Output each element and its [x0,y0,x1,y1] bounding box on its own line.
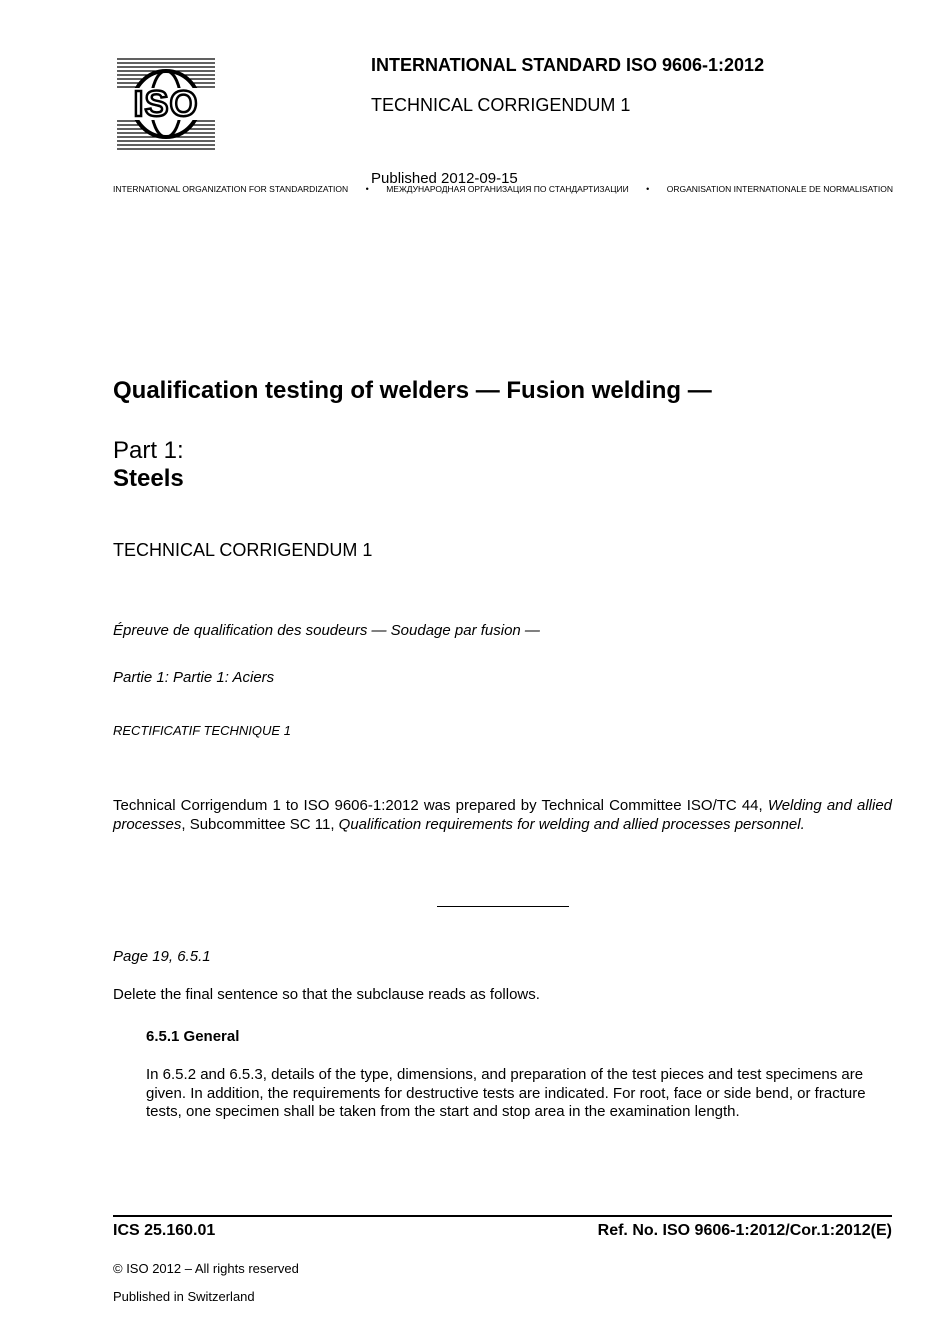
technical-corrigendum-heading: TECHNICAL CORRIGENDUM 1 [113,540,373,560]
org-name-french: ORGANISATION INTERNATIONALE DE NORMALISATION [666,184,893,194]
copyright-notice: © ISO 2012 – All rights reserved [113,1261,299,1276]
page-reference: Page 19, 6.5.1 [113,948,211,965]
intro-subcommittee-name: Qualification requirements for welding and allied processes personnel. [338,815,805,833]
iso-logo-text: ISO [133,83,199,124]
published-date: Published 2012-09-15 [371,171,518,183]
bullet-separator: • [365,184,369,194]
intro-committee-name: Welding and allied processes [113,797,893,833]
ics-code: ICS 25.160.01 [113,1222,216,1239]
organization-line [113,184,893,194]
part-label: Part 1: [113,437,184,464]
org-name-english: INTERNATIONAL ORGANIZATION FOR STANDARDIZATION [113,184,349,194]
document-title: Qualification testing of welders — Fusion welding — [113,377,712,404]
intro-paragraph [113,797,892,834]
intro-text: , Subcommittee SC 11, [181,815,339,833]
intro-text: Technical Corrigendum 1 to ISO 9606-1:2012 was prepared by Technical Committee ISO/TC 44, [113,797,768,814]
subclause-heading: 6.5.1 General [146,1028,240,1045]
iso-logo [117,57,215,151]
french-part: Partie 1: Partie 1: Aciers [113,669,275,686]
org-name-russian: МЕЖДУНАРОДНАЯ ОРГАНИЗАЦИЯ ПО СТАНДАРТИЗАЦИИ [386,184,629,194]
reference-number: Ref. No. ISO 9606-1:2012/Cor.1:2012(E) [597,1222,892,1239]
published-in: Published in Switzerland [113,1289,255,1304]
part-name: Steels [113,465,184,492]
footer-rule [113,1215,892,1217]
standard-title: INTERNATIONAL STANDARD ISO 9606-1:2012 [371,55,765,75]
corrigendum-label: TECHNICAL CORRIGENDUM 1 [371,95,631,115]
subclause-body: In 6.5.2 and 6.5.3, details of the type, dimensions, and preparation of the test pieces and test specimens are given. In addition, the requirements for destructive tests are indicated. For root, face or side bend, or fracture tests, one specimen shall be taken from the start and stop area in the examination length. [146,1066,866,1120]
french-title: Épreuve de qualification des soudeurs — Soudage par fusion — [113,622,540,639]
correction-instruction: Delete the final sentence so that the subclause reads as follows. [113,986,540,1003]
french-corrigendum: RECTIFICATIF TECHNIQUE 1 [113,723,291,738]
bullet-separator: • [646,184,650,194]
separator-rule [437,906,569,907]
